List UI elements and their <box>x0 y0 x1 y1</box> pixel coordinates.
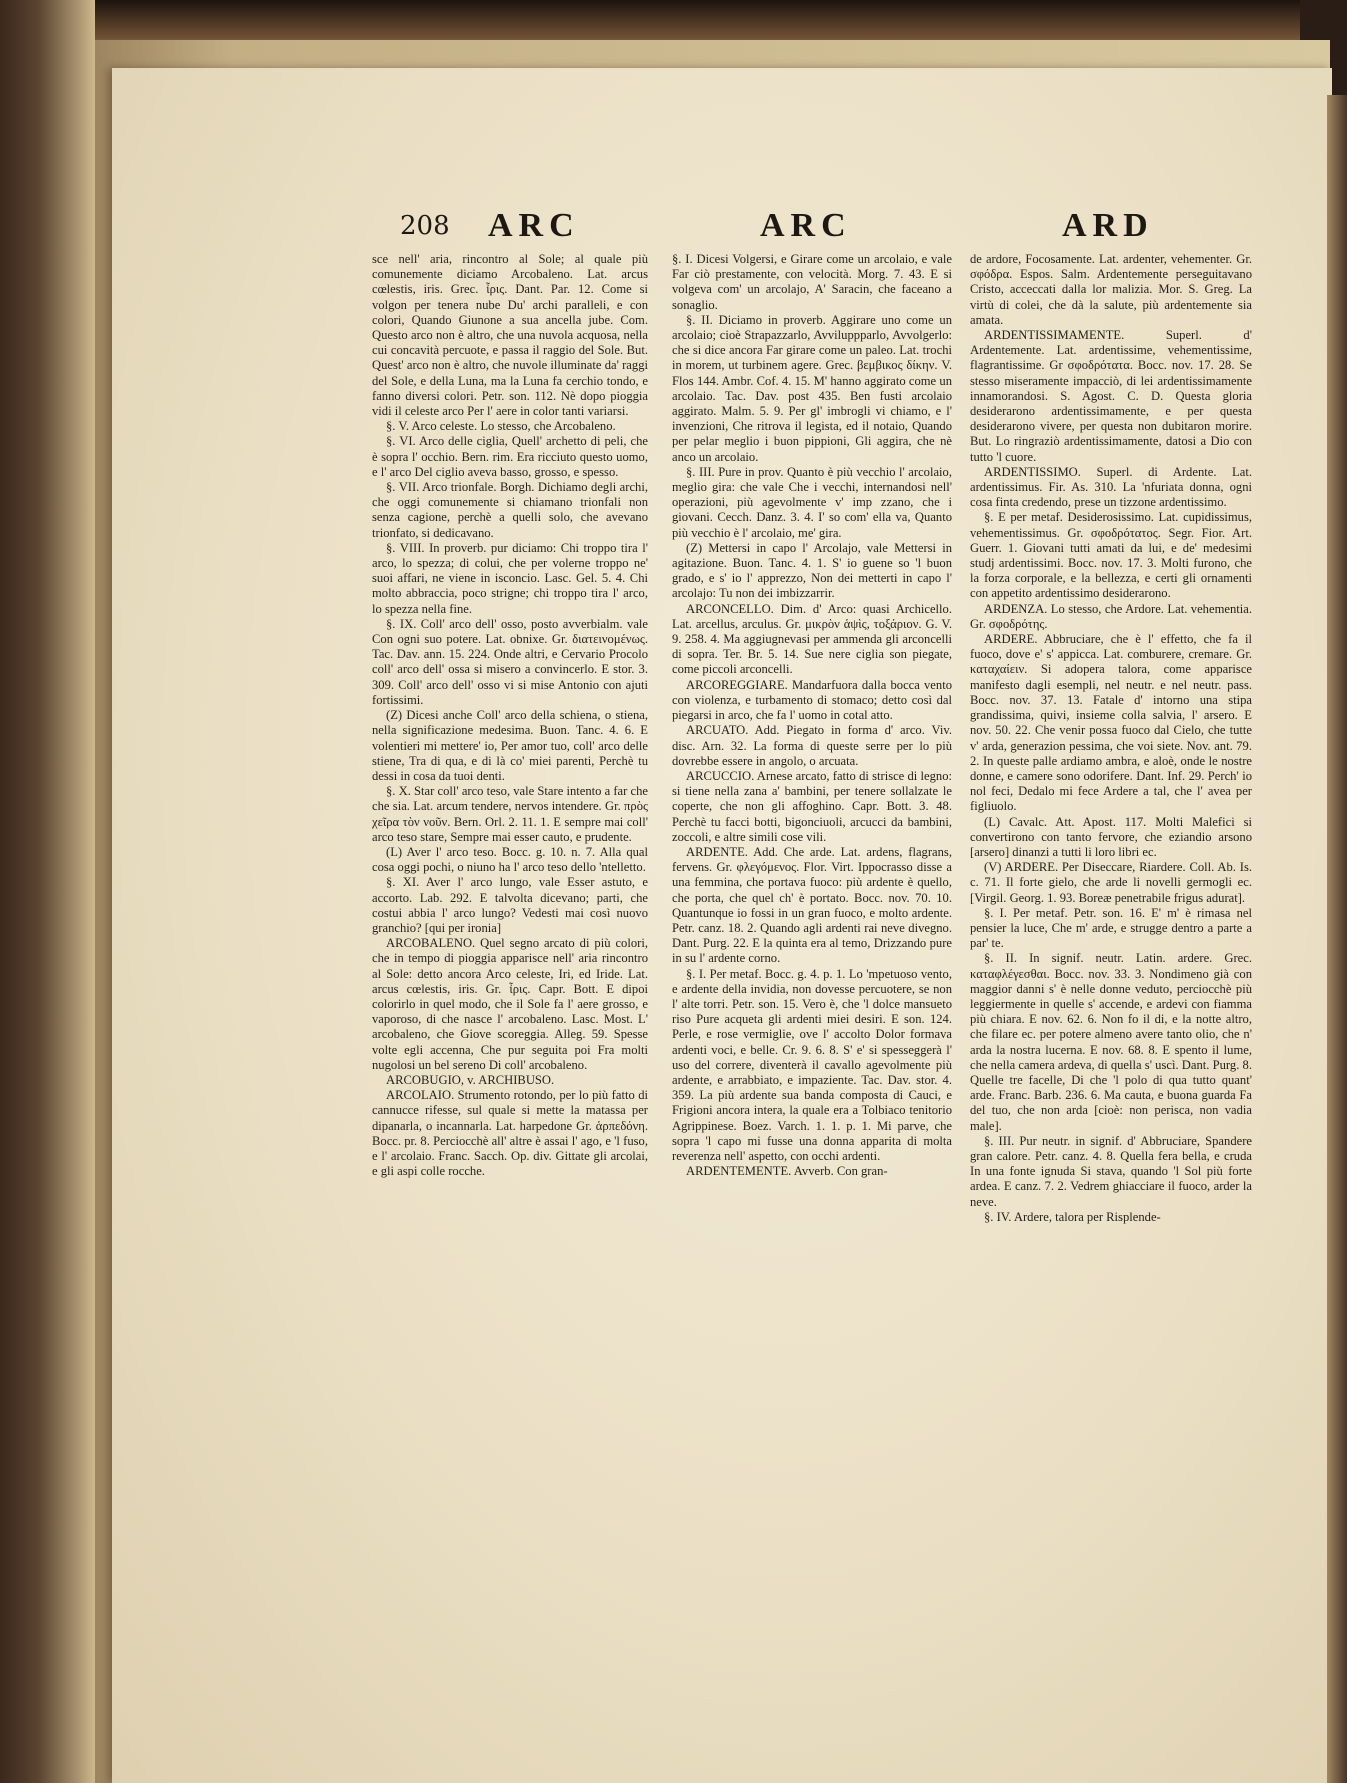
text-column-1 <box>372 252 648 1179</box>
dictionary-entry: ARCOBALENO. Quel segno arcato di più colori, che in tempo di pioggia apparisce nell' aria rincontro al Sole: detto ancora Arco celeste, Iri, ed Iride. Lat. arcus cœlestis, iris. Gr. ἶρις. Capr. Bott. E dipoi colorirlo in quel modo, che il Sole fa l' aere grosso, e vaporoso, di che nasce l' arcobaleno. Lasc. Most. L' arcobaleno, che Giove scoreggia. Alleg. 59. Spesse volte egli accenna, Che pur seguita poi Fra molti nugolosi un bel sereno Di coll' arcobaleno. <box>372 936 648 1072</box>
dictionary-entry: §. XI. Aver l' arco lungo, vale Esser astuto, e accorto. Lab. 292. E talvolta dicevano; parti, che costui abbia l' arco lungo? Vedesti mai così nuovo granchio? [qui per ironia] <box>372 875 648 935</box>
dictionary-entry: §. VII. Arco trionfale. Borgh. Dichiamo degli archi, che oggi comunemente si chiamano trionfali non senza cagione, perchè a quelli solo, che avevano trionfato, si dedicavano. <box>372 480 648 540</box>
dictionary-entry: (V) ARDERE. Per Diseccare, Riardere. Coll. Ab. Is. c. 71. Il forte gielo, che arde li novelli germogli ec. [Virgil. Georg. 1. 93. Boreæ penetrabile frigus adurat]. <box>970 860 1252 905</box>
dictionary-entry: §. I. Per metaf. Bocc. g. 4. p. 1. Lo 'mpetuoso vento, e ardente della invidia, non dovesse percuotere, se non l' alte torri. Petr. son. 15. Vero è, che 'l dolce mansueto riso Pure acqueta gli ardenti miei desiri. E son. 124. Perle, e rose vermiglie, ove l' accolto Dolor formava ardenti voci, e belle. Cr. 9. 6. 8. S' e' si spesseggerà l' uso del correre, diventerà il cavallo agevolmente più ardente, e arrabbiato, e impaziente. Tac. Dav. stor. 4. 359. La più ardente sua banda composta di Cauci, e Frigioni ancora intera, la quale era a Tolbiaco tenitorio Agrippinese. Boez. Varch. 1. 1. p. 1. Mi parve, che sopra 'l capo mi fusse una donna apparita di molta reverenza nell' aspetto, con occhi ardenti. <box>672 966 952 1163</box>
right-page-edge <box>1327 95 1347 1783</box>
book-spine-edge <box>0 0 95 1783</box>
dictionary-entry: ARCUCCIO. Arnese arcato, fatto di strisce di legno: si tiene nella zana a' bambini, per tenere sollalzate le coperte, che non gli affoghino. Capr. Bott. 3. 48. Perchè tu facci botti, bigonciuoli, arcucci da bambini, zoccoli, e altre simili cose vili. <box>672 768 952 844</box>
dictionary-entry: ARDENTE. Add. Che arde. Lat. ardens, flagrans, fervens. Gr. φλεγόμενος. Flor. Virt. Ippocrasso disse a una femmina, che portava fuoco: più ardente è quello, che porta, che quel ch' è portato. Bocc. nov. 70. 10. Quantunque io fossi in un gran fuoco, e molto ardente. Petr. canz. 18. 2. Quando agli ardenti rai neve divegno. Dant. Purg. 22. E la quinta era al temo, Drizzando pure in su l' ardente corno. <box>672 844 952 966</box>
dictionary-entry: §. IV. Ardere, talora per Risplende- <box>984 1209 1161 1224</box>
right-running-head: ARD <box>1062 207 1154 244</box>
dictionary-entry: ARCUATO. Add. Piegato in forma d' arco. Viv. disc. Arn. 32. La forma di queste serre per lo più dovrebbe essere in angolo, o arcuata. <box>672 723 952 768</box>
dictionary-entry: sce nell' aria, rincontro al Sole; al quale più comunemente diciamo Arcobaleno. Lat. arcus cœlestis, iris. Grec. ἶρις. Dant. Par. 12. Come si volgon per tenera nube Du' archi paralleli, e con colori, Quando Giunone a sua ancella jube. Com. Questo arco non è altro, che una nuvola acquosa, nella cui concavità percuote, e passa il raggio del Sole. But. Quest' arco non è altro, che nuvole illuminate da' raggi del Sole, e della Luna, ma la Luna fa cerchio tondo, e fanno diversi colori. Petr. son. 112. Nè dopo pioggia vidi il celeste arco Per l' aere in color tanti variarsi. <box>372 252 648 419</box>
dictionary-entry: ARDENZA. Lo stesso, che Ardore. Lat. vehementia. Gr. σφοδρότης. <box>970 601 1252 631</box>
dictionary-entry: §. II. In signif. neutr. Latin. ardere. Grec. καταφλέγεσθαι. Bocc. nov. 33. 3. Nondimeno già con maggior danni s' è nelle donne veduto, perciocchè più leggiermente in quelle s' accende, e ardevi con fiamma più chiara. E nov. 62. 6. Non fo il di, e la notte altro, che filare ec. per potere almeno avere tanto olio, che n' arda la nostra lucerna. E nov. 68. 8. E spento il lume, che nella camera ardeva, di quella s' uscì. Dant. Purg. 8. Quelle tre facelle, Di che 'l polo di qua tutto quant' arde. Franc. Barb. 236. 6. Ma cauta, e buona guarda Fa del tuo, che non arda [cioè: non perisca, non vadia male]. <box>970 951 1252 1133</box>
dictionary-entry: ARDENTISSIMO. Superl. di Ardente. Lat. ardentissimus. Fir. As. 310. La 'nfuriata donna, ogni cosa finta credendo, prese un tizzone ardentissimo. <box>970 464 1252 510</box>
dictionary-entry: §. IX. Coll' arco dell' osso, posto avverbialm. vale Con ogni suo potere. Lat. obnixe. Gr. διατεινομένως. Tac. Dav. ann. 15. 224. Onde altri, e Cervario Procolo coll' arco dell' ossa si misero a convincerlo. E stor. 3. 309. Coll' arco dell' osso vi si mise Antonio con ajuti fortissimi. <box>372 616 648 707</box>
dictionary-entry: §. I. Dicesi Volgersi, e Girare come un arcolaio, e vale Far ciò prestamente, con velocità. Morg. 7. 43. E si volgeva com' un arcolajo, A' Saracin, che faceano a sonaglio. <box>672 252 952 312</box>
dictionary-entry: ARCOBUGIO, v. ARCHIBUSO. <box>386 1072 555 1087</box>
dictionary-entry: de ardore, Focosamente. Lat. ardenter, vehementer. Gr. σφόδρα. Espos. Salm. Ardentemente perseguitavano Cristo, acceccati dalla lor malizia. Mor. S. Greg. La virtù di colei, che dà la salute, più ardentemente sia amata. <box>970 252 1252 327</box>
dictionary-entry: §. III. Pure in prov. Quanto è più vecchio l' arcolaio, meglio gira: che vale Che i vecchi, internandosi nell' operazioni, più agevolmente v' imp zzano, che i giovani. Cecch. Danz. 3. 4. I' so com' ella va, Quanto più vecchio è l' arcolaio, me' gira. <box>672 464 952 540</box>
dictionary-entry: §. III. Pur neutr. in signif. d' Abbruciare, Spandere gran calore. Petr. canz. 4. 8. Quella fera bella, e cruda In una fonte ignuda Si stava, quando 'l Sol più forte ardea. E canz. 7. 2. Vedrem ghiacciare il fuoco, arder la neve. <box>970 1133 1252 1209</box>
dictionary-entry: §. X. Star coll' arco teso, vale Stare intento a far che che sia. Lat. arcum tendere, nervos intendere. Gr. πρὸς χεῖρα τὸν νοῦν. Bern. Orl. 2. 11. 1. E sempre mai coll' arco teso stare, Sempre mai esser cauto, e prudente. <box>372 784 648 844</box>
text-column-3 <box>970 252 1252 1225</box>
dictionary-entry: (L) Cavalc. Att. Apost. 117. Molti Malefici si convertirono con tanto fervore, che eziandio arsono [arsero] dinanzi a tutti li loro libri ec. <box>970 814 1252 859</box>
text-column-2 <box>672 252 952 1179</box>
dictionary-entry: (Z) Dicesi anche Coll' arco della schiena, o stiena, nella significazione medesima. Buon. Tanc. 4. 6. E volentieri mi mettere' io, Per amor tuo, coll' arco delle stiene, Tra di qua, e di là co' miei parenti, Perchè tu dessi in cosa da tuoi denti. <box>372 708 648 783</box>
dictionary-entry: ARCOREGGIARE. Mandarfuora dalla bocca vento con violenza, e turbamento di stomaco; detto così dal piegarsi in arco, che fa l' uomo in cotal atto. <box>672 677 952 723</box>
dictionary-entry: (L) Aver l' arco teso. Bocc. g. 10. n. 7. Alla qual cosa oggi pochi, o niuno ha l' arco teso dello 'ntelletto. <box>372 844 648 875</box>
dictionary-entry: §. E per metaf. Desiderosissimo. Lat. cupidissimus, vehementissimus. Gr. σφοδρότατος. Segr. Fior. Art. Guerr. 1. Giovani tutti amati da lui, e de' medesimi studj ardentissimi. Bocc. nov. 17. 3. Molti furono, che la forza corporale, e la bellezza, e certi gli ornamenti con appetito ardentissimo desiderarono. <box>970 510 1252 601</box>
dictionary-entry: ARDERE. Abbruciare, che è l' effetto, che fa il fuoco, dove e' s' appicca. Lat. comburere, cremare. Gr. καταχαίειν. Si adopera talora, come apparisce manifesto dagli esempli, nel neutr. e nel neutr. pass. Bocc. nov. 37. 13. Fatale d' intorno una stipa grandissima, quivi, insieme colla salvia, l' arsero. E nov. 50. 22. Che venir possa fuoco dal Cielo, che tutte v' arda, generazion pessima, che voi siete. Nov. ant. 79. 2. In queste palle ardiamo ambra, e aloè, onde le nostre donne, e camere sono odorifere. Dant. Inf. 29. Perch' io nol feci, Dedalo mi fece Ardere a tal, che l' avea per figliuolo. <box>970 632 1252 814</box>
dictionary-entry: §. II. Diciamo in proverb. Aggirare uno come un arcolaio; cioè Strapazzarlo, Avviluppparlo, Avvolgerlo: che si dice ancora Far girare come un paleo. Lat. trochi in morem, ut turbinem agere. Grec. βεμβικος δίκην. V. Flos 144. Ambr. Cof. 4. 15. M' hanno aggirato come un arcolaio. Tac. Dav. post 435. Ben fusti arcolaio aggirato. Malm. 5. 9. Per gl' imbrogli vi chiamo, e l' invenzioni, Che ritrova il legista, ed il notaio, Quando per pelar meglio i buon pippioni, Gli aggira, che nè anco un arcolaio. <box>672 312 952 464</box>
center-running-head: ARC <box>760 207 852 244</box>
left-running-head: ARC <box>488 207 580 244</box>
dictionary-entry: ARDENTEMENTE. Avverb. Con gran- <box>686 1164 888 1179</box>
dictionary-entry: §. VI. Arco delle ciglia, Quell' archetto di peli, che è sopra l' occhio. Bern. rim. Era ricciuto questo uomo, e l' arco Del ciglio aveva basso, grosso, e spesso. <box>372 434 648 479</box>
dictionary-entry: ARCOLAIO. Strumento rotondo, per lo più fatto di cannucce rifesse, sul quale si mette la matassa per dipanarla, o incannarla. Lat. harpedone Gr. ἁρπεδόνη. Bocc. pr. 8. Perciocchè all' altre è assai l' ago, e 'l fuso, e l' arcolaio. Franc. Sacch. Op. div. Gittate gli arcolai, e gli aspi colle rocche. <box>372 1088 648 1179</box>
dictionary-entry: §. VIII. In proverb. pur diciamo: Chi troppo tira l' arco, lo spezza; di colui, che per volerne troppo ne' suoi affari, ne viene in isconcio. Lasc. Gel. 5. 4. Chi molto abbraccia, poco strigne; chi troppo tira l' arco, lo spezza nella fine. <box>372 540 648 616</box>
dictionary-entry: ARCONCELLO. Dim. d' Arco: quasi Archicello. Lat. arcellus, arculus. Gr. μικρὸν ἁψὶς, τοξάριον. G. V. 9. 258. 4. Ma aggiugnevasi per ammenda gli arconcelli di sopra. Ter. Br. 5. 14. Sue nere ciglia son piegate, come piccoli arconcelli. <box>672 601 952 677</box>
page-number: 208 <box>400 211 450 241</box>
dictionary-entry: (Z) Mettersi in capo l' Arcolajo, vale Mettersi in agitazione. Buon. Tanc. 4. 1. S' io guene so 'l buon grado, e s' io l' apprezzo, Non dei metterti in capo l' arcolajo: Tu non dei imbizzarrir. <box>672 540 952 601</box>
dictionary-entry: §. V. Arco celeste. Lo stesso, che Arcobaleno. <box>386 419 616 434</box>
dictionary-entry: §. I. Per metaf. Petr. son. 16. E' m' è rimasa nel pensier la luce, Che m' arde, e strugge dentro a parte a par' te. <box>970 905 1252 951</box>
running-header <box>0 205 1347 245</box>
dictionary-entry: ARDENTISSIMAMENTE. Superl. d' Ardentemente. Lat. ardentissime, vehementissime, flagrantissime. Gr σφοδρότατα. Bocc. nov. 17. 28. Se stesso miseramente impacciò, di lei ardentissimamente innamorandosi. S. Agost. C. D. Questa gloria desiderarono ardentissimamente, e per questa desiderarono vivere, per questa non dubitaron morire. But. Lo ringraziò ardentissimamente, datosi a Dio con tutto 'l cuore. <box>970 328 1252 464</box>
